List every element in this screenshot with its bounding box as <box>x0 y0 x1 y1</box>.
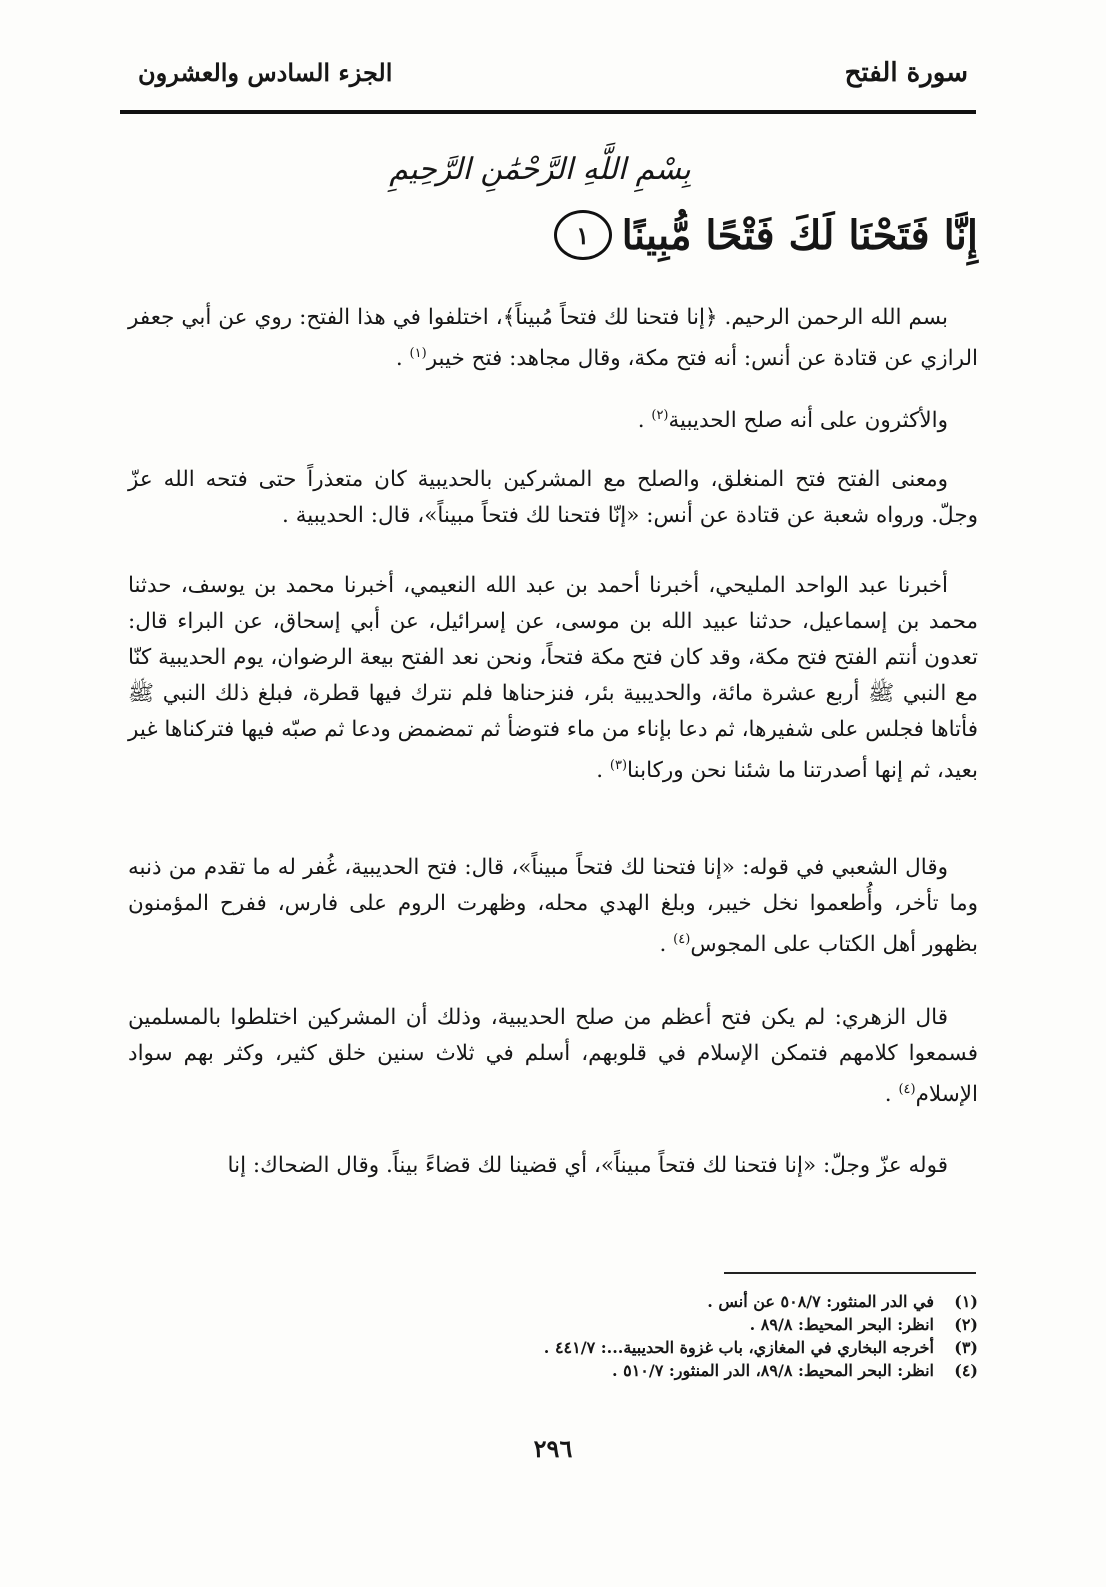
page-number: ٢٩٦ <box>533 1434 573 1463</box>
running-header <box>120 58 976 98</box>
footnote-number: (٣) <box>954 1338 978 1357</box>
footnote <box>378 1336 978 1359</box>
paragraph-text: وقال الشعبي في قوله: «إنا فتحنا لك فتحاً مبيناً»، قال: فتح الحديبية، غُفر له ما تقدم من ذنبه وما تأخر، وأُطعموا نخل خيبر، وبلغ الهدي محله، وظهرت الروم على فارس، ففرح المؤمنون بظهور أهل الكتاب على المجوس <box>128 855 978 958</box>
footnote <box>378 1290 978 1313</box>
paragraph-5: وقال الشعبي في قوله: «إنا فتحنا لك فتحاً مبيناً»، قال: فتح الحديبية، غُفر له ما تقدم من ذنبه وما تأخر، وأُطعموا نخل خيبر، وبلغ الهدي محله، وظهرت الروم على فارس، ففرح المؤمنون بظهور أهل الكتاب على المجوس$^{(٤)}$ . <box>128 855 978 958</box>
footnote-number: (٤) <box>954 1361 978 1380</box>
paragraph-2: والأكثرون على أنه صلح الحديبية$^{(٢)}$ . <box>637 408 948 434</box>
footnote-ref: (٢) <box>651 408 669 423</box>
basmala: بِسْمِ اللَّهِ الرَّحْمَٰنِ الرَّحِيمِ <box>389 152 691 187</box>
footnote-number: (١) <box>954 1292 978 1311</box>
footnote-number: (٢) <box>954 1315 978 1334</box>
paragraph-text: قال الزهري: لم يكن فتح أعظم من صلح الحديبية، وذلك أن المشركين اختلطوا بالمسلمين فسمعوا كلامهم فتمكن الإسلام في قلوبهم، أسلم في ثلاث سنين خلق كثير، وكثر بهم سواد الإسلام <box>128 1005 978 1108</box>
footnote-text: انظر: البحر المحيط: ٨٩/٨، الدر المنثور: ٥١٠/٧ . <box>611 1361 934 1380</box>
footnote-ref: (٤) <box>673 932 691 947</box>
paragraph-text: والأكثرون على أنه صلح الحديبية <box>668 408 948 434</box>
paragraph-text: أخبرنا عبد الواحد المليحي، أخبرنا أحمد بن عبد الله النعيمي، أخبرنا محمد بن يوسف، حدثنا محمد بن إسماعيل، حدثنا عبيد الله بن موسى، عن إسرائيل، عن أبي إسحاق، عن البراء قال: تعدون أنتم الفتح فتح مكة، وقد كان فتح مكة فتحاً، ونحن نعد الفتح بيعة الرضوان، يوم الحديبية كنّا مع النبي ﷺ أربع عشرة مائة، والحديبية بئر، فنزحناها فلم نترك فيها قطرة، فبلغ ذلك النبي ﷺ فأتاها فجلس على شفيرها، ثم دعا بإناء من ماء فتوضأ ثم تمضمض ودعا ثم صبّه فيها فتركناها غير بعيد، ثم إنها أصدرتنا ما شئنا نحن وركابنا <box>128 573 978 784</box>
paragraph-3 <box>128 462 978 534</box>
footnotes <box>378 1290 978 1382</box>
paragraph-text: قوله عزّ وجلّ: «إنا فتحنا لك فتحاً مبيناً»، أي قضينا لك قضاءً بيناً. وقال الضحاك: إنا <box>227 1153 948 1178</box>
paragraph-6: قال الزهري: لم يكن فتح أعظم من صلح الحديبية، وذلك أن المشركين اختلطوا بالمسلمين فسمعوا كلامهم فتمكن الإسلام في قلوبهم، أسلم في ثلاث سنين خلق كثير، وكثر بهم سواد الإسلام$^{(٤)}$ . <box>128 1005 978 1108</box>
paragraph-7 <box>128 1148 978 1184</box>
footnote-text: في الدر المنثور: ٥٠٨/٧ عن أنس . <box>707 1292 934 1311</box>
footnote <box>378 1359 978 1382</box>
footnote-ref: (٣) <box>609 758 628 773</box>
paragraph-text: ومعنى الفتح فتح المنغلق، والصلح مع المشركين بالحديبية كان متعذراً حتى فتحه الله عزّ وجلّ. ورواه شعبة عن قتادة عن أنس: «إنّا فتحنا لك فتحاً مبيناً»، قال: الحديبية . <box>128 467 978 528</box>
footnote <box>378 1313 978 1336</box>
juz-title: الجزء السادس والعشرون <box>138 58 393 87</box>
footnote-text: انظر: البحر المحيط: ٨٩/٨ . <box>749 1315 934 1334</box>
paragraph-1: بسم الله الرحمن الرحيم. ﴿إنا فتحنا لك فتحاً مُبيناً﴾، اختلفوا في هذا الفتح: روي عن أبي جعفر الرازي عن قتادة عن أنس: أنه فتح مكة، وقال مجاهد: فتح خيبر$^{(١)}$ . <box>128 305 978 372</box>
surah-title: سورة الفتح <box>844 58 968 88</box>
paragraph-4: أخبرنا عبد الواحد المليحي، أخبرنا أحمد بن عبد الله النعيمي، أخبرنا محمد بن يوسف، حدثنا محمد بن إسماعيل، حدثنا عبيد الله بن موسى، عن إسرائيل، عن أبي إسحاق، عن البراء قال: تعدون أنتم الفتح فتح مكة، وقد كان فتح مكة فتحاً، ونحن نعد الفتح بيعة الرضوان، يوم الحديبية كنّا مع النبي ﷺ أربع عشرة مائة، والحديبية بئر، فنزحناها فلم نترك فيها قطرة، فبلغ ذلك النبي ﷺ فأتاها فجلس على شفيرها، ثم دعا بإناء من ماء فتوضأ ثم تمضمض ودعا ثم صبّه فيها فتركناها غير بعيد، ثم إنها أصدرتنا ما شئنا نحن وركابنا$^{(٣)}$ . <box>128 573 978 784</box>
header-rule <box>120 110 976 114</box>
paragraph-text: بسم الله الرحمن الرحيم. ﴿إنا فتحنا لك فتحاً مُبيناً﴾، اختلفوا في هذا الفتح: روي عن أبي جعفر الرازي عن قتادة عن أنس: أنه فتح مكة، وقال مجاهد: فتح خيبر <box>128 305 978 372</box>
footnote-ref: (١) <box>409 346 427 361</box>
verse-block <box>554 210 978 260</box>
verse-text: إِنَّا فَتَحْنَا لَكَ فَتْحًا مُّبِينًا <box>621 211 978 259</box>
ayah-number-marker: ١ <box>554 210 612 260</box>
footnote-ref: (٤) <box>898 1082 916 1097</box>
footnote-rule <box>724 1272 976 1274</box>
footnote-text: أخرجه البخاري في المغازي، باب غزوة الحديبية...: ٤٤١/٧ . <box>543 1338 934 1357</box>
